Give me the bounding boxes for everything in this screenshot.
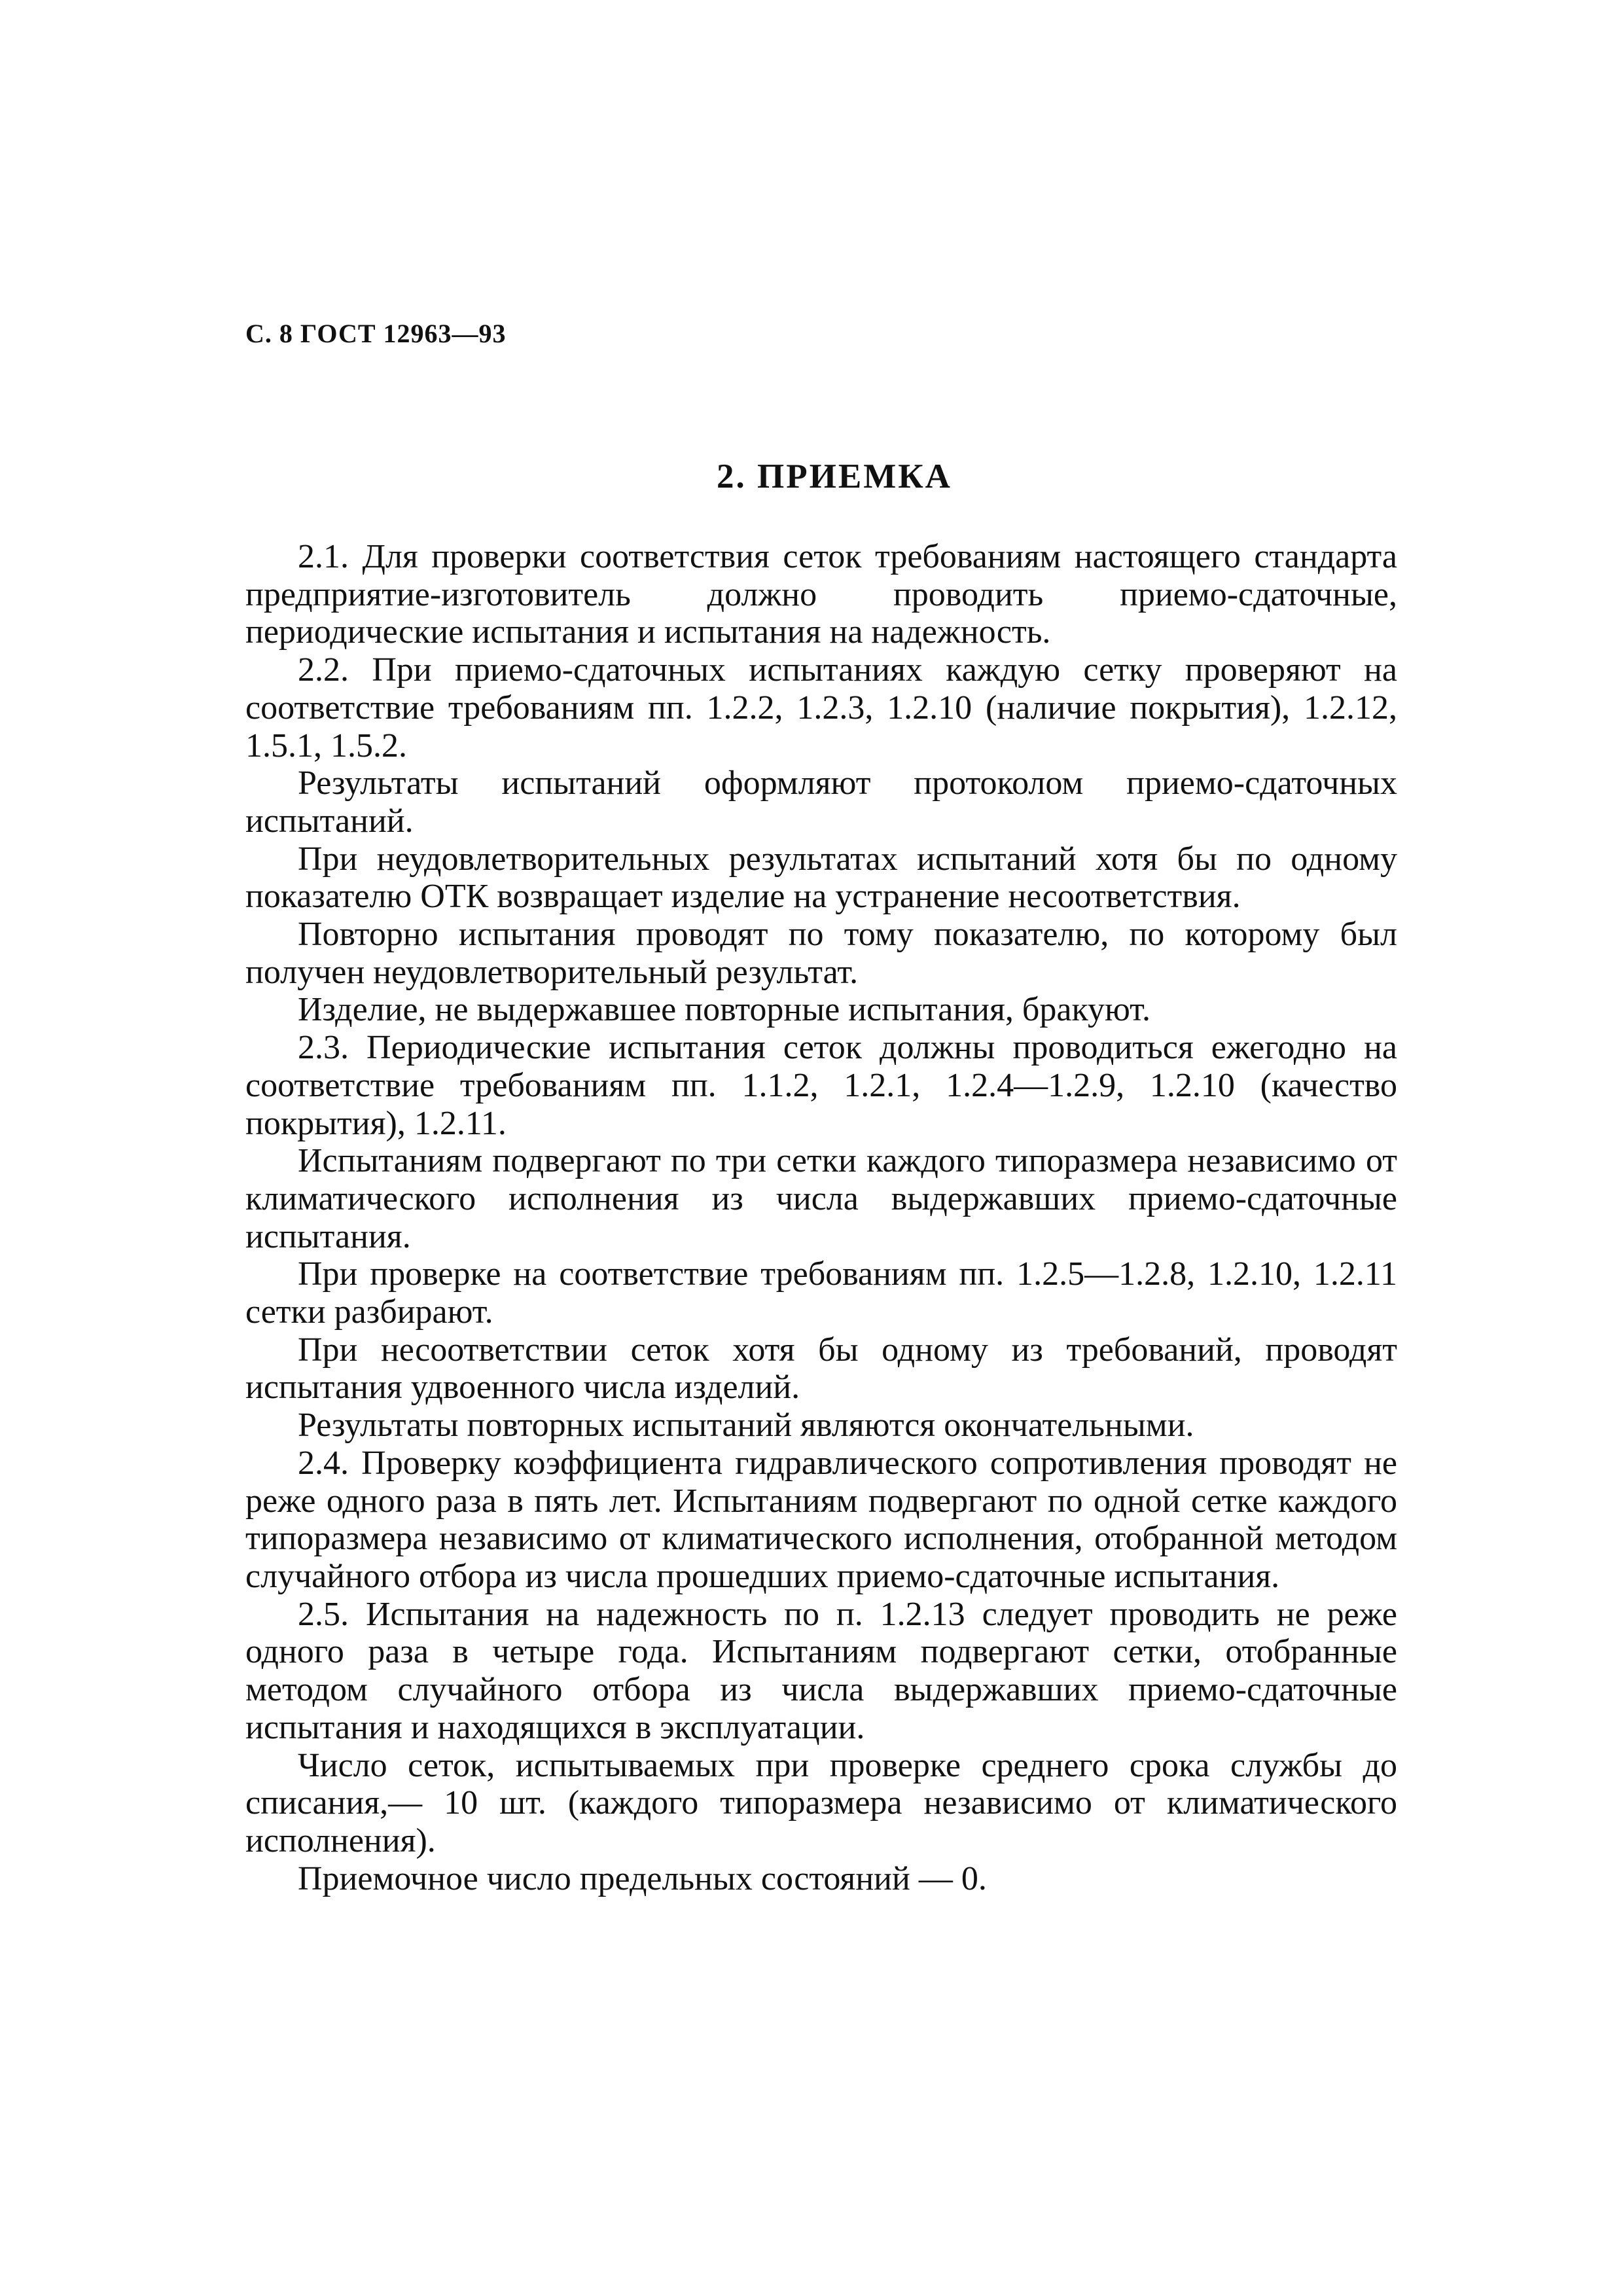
paragraph-repeat-tests: Повторно испытания проводят по тому показателю, по которому был получен неудовлетворительный результат. xyxy=(245,916,1397,991)
paragraph-2-4: 2.4. Проверку коэффициента гидравлического сопротивления проводят не реже одного раза в пять лет. Испытаниям подвергают по одной сетке каждого типоразмера независимо от климатического исполнения, отобранной методом случайного отбора из числа прошедших приемо-сдаточные испытания. xyxy=(245,1444,1397,1595)
paragraph-2-3: 2.3. Периодические испытания сеток должны проводиться ежегодно на соответствие требованиям пп. 1.1.2, 1.2.1, 1.2.4—1.2.9, 1.2.10 (качество покрытия), 1.2.11. xyxy=(245,1029,1397,1142)
paragraph-unsatisfactory: При неудовлетворительных результатах испытаний хотя бы по одному показателю ОТК возвращает изделие на устранение несоответствия. xyxy=(245,840,1397,916)
paragraph-results: Результаты испытаний оформляют протоколом приемо-сдаточных испытаний. xyxy=(245,764,1397,840)
body-text xyxy=(245,538,1397,1897)
paragraph-2-2: 2.2. При приемо-сдаточных испытаниях каждую сетку проверяют на соответствие требованиям пп. 1.2.2, 1.2.3, 1.2.10 (наличие покрытия), 1.2.12, 1.5.1, 1.5.2. xyxy=(245,651,1397,764)
paragraph-doubled: При несоответствии сеток хотя бы одному из требований, проводят испытания удвоенного числа изделий. xyxy=(245,1331,1397,1407)
paragraph-2-5: 2.5. Испытания на надежность по п. 1.2.13 следует проводить не реже одного раза в четыре года. Испытаниям подвергают сетки, отобранные методом случайного отбора из числа выдержавших приемо-сдаточные испытания и находящихся в эксплуатации. xyxy=(245,1595,1397,1746)
paragraph-acceptance-number: Приемочное число предельных состояний — 0. xyxy=(298,1859,987,1897)
paragraph-disassemble: При проверке на соответствие требованиям пп. 1.2.5—1.2.8, 1.2.10, 1.2.11 сетки разбирают. xyxy=(245,1255,1397,1331)
paragraph-service-life: Число сеток, испытываемых при проверке среднего срока службы до списания,— 10 шт. (каждого типоразмера независимо от климатического исполнения). xyxy=(245,1746,1397,1859)
paragraph-three-nets: Испытаниям подвергают по три сетки каждого типоразмера независимо от климатического исполнения из числа выдержавших приемо-сдаточные испытания. xyxy=(245,1142,1397,1255)
paragraph-2-1: 2.1. Для проверки соответствия сеток требованиям настоящего стандарта предприятие-изготовитель должно проводить приемо-сдаточные, периодические испытания и испытания на надежность. xyxy=(245,538,1397,651)
paragraph-reject: Изделие, не выдержавшее повторные испытания, бракуют. xyxy=(298,991,1150,1029)
page-header: С. 8 ГОСТ 12963—93 xyxy=(245,319,507,348)
paragraph-final: Результаты повторных испытаний являются окончательными. xyxy=(298,1407,1194,1444)
section-title: 2. ПРИЕМКА xyxy=(717,457,952,495)
